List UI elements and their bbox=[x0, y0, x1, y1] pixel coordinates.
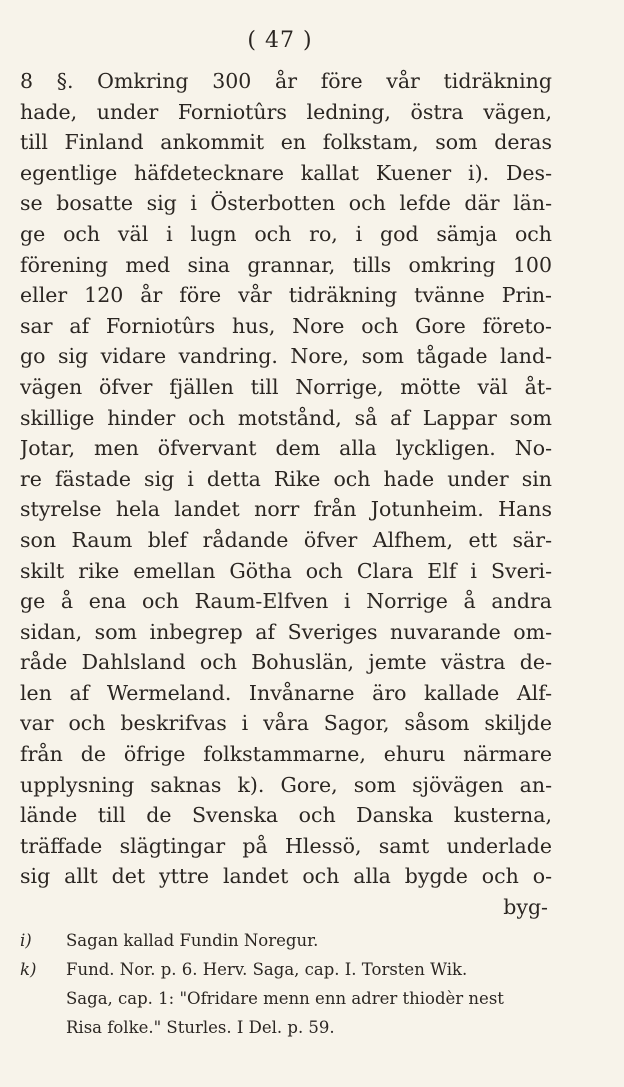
text-line: till Finland ankommit en folkstam, som deras bbox=[20, 130, 552, 155]
text-line: var och beskrifvas i våra Sagor, såsom skiljde bbox=[20, 711, 552, 736]
text-line: go sig vidare vandring. Nore, som tågade land- bbox=[20, 344, 552, 369]
text-line: Jotar, men öfvervant dem alla lyckligen. No- bbox=[20, 436, 552, 461]
footnote-k bbox=[20, 955, 560, 984]
text-line: ge och väl i lugn och ro, i god sämja och bbox=[20, 221, 552, 246]
text-line: son Raum blef rådande öfver Alfhem, ett sär- bbox=[20, 527, 552, 552]
catchword: byg- bbox=[503, 895, 548, 920]
text-line: len af Wermeland. Invånarne äro kallade Alf- bbox=[20, 680, 552, 705]
body-text bbox=[20, 66, 552, 923]
text-line: hade, under Forniotûrs ledning, östra vägen, bbox=[20, 99, 552, 124]
text-line: vägen öfver fjällen till Norrige, mötte väl åt- bbox=[20, 374, 552, 399]
footnotes bbox=[20, 926, 560, 1042]
page-number: ( 47 ) bbox=[247, 28, 313, 53]
footnote-text: Sagan kallad Fundin Noregur. bbox=[66, 931, 319, 950]
text-line: egentlige häfdetecknare kallat Kuener i). Des- bbox=[20, 160, 552, 185]
text-line: 8 §. Omkring 300 år före vår tidräkning bbox=[20, 69, 552, 93]
footnote-marker: k) bbox=[20, 960, 37, 979]
text-line: råde Dahlsland och Bohuslän, jemte västra de- bbox=[20, 650, 552, 675]
text-line: sidan, som inbegrep af Sveriges nuvarande om- bbox=[20, 619, 552, 644]
text-line: träffade slägtingar på Hlessö, samt underlade bbox=[20, 833, 552, 858]
footnote-text: Fund. Nor. p. 6. Herv. Saga, cap. I. Torsten Wik. bbox=[66, 960, 468, 979]
text-line: re fästade sig i detta Rike och hade under sin bbox=[20, 466, 552, 491]
footnote-i bbox=[20, 926, 560, 955]
footnote-continuation: Risa folke." Sturles. I Del. p. 59. bbox=[66, 1018, 335, 1037]
text-line: ge å ena och Raum-Elfven i Norrige å andra bbox=[20, 589, 552, 614]
text-line: sar af Forniotûrs hus, Nore och Gore företo- bbox=[20, 313, 552, 338]
text-line: upplysning saknas k). Gore, som sjövägen an- bbox=[20, 772, 552, 797]
text-line: från de öfrige folkstammarne, ehuru närmare bbox=[20, 742, 552, 767]
text-line: skillige hinder och motstånd, så af Lappar som bbox=[20, 405, 552, 430]
text-line: förening med sina grannar, tills omkring 100 bbox=[20, 252, 552, 277]
footnote-continuation: Saga, cap. 1: "Ofridare menn enn adrer thiodèr nest bbox=[66, 989, 504, 1008]
text-line: se bosatte sig i Österbotten och lefde där län- bbox=[20, 191, 552, 216]
footnote-marker: i) bbox=[20, 931, 32, 950]
text-line: lände till de Svenska och Danska kusterna, bbox=[20, 803, 552, 828]
text-line: eller 120 år före vår tidräkning tvänne Prin- bbox=[20, 283, 552, 308]
text-line: skilt rike emellan Götha och Clara Elf i Sveri- bbox=[20, 558, 552, 583]
text-line: sig allt det yttre landet och alla bygde och o- bbox=[20, 864, 552, 889]
text-line: styrelse hela landet norr från Jotunheim. Hans bbox=[20, 497, 552, 522]
